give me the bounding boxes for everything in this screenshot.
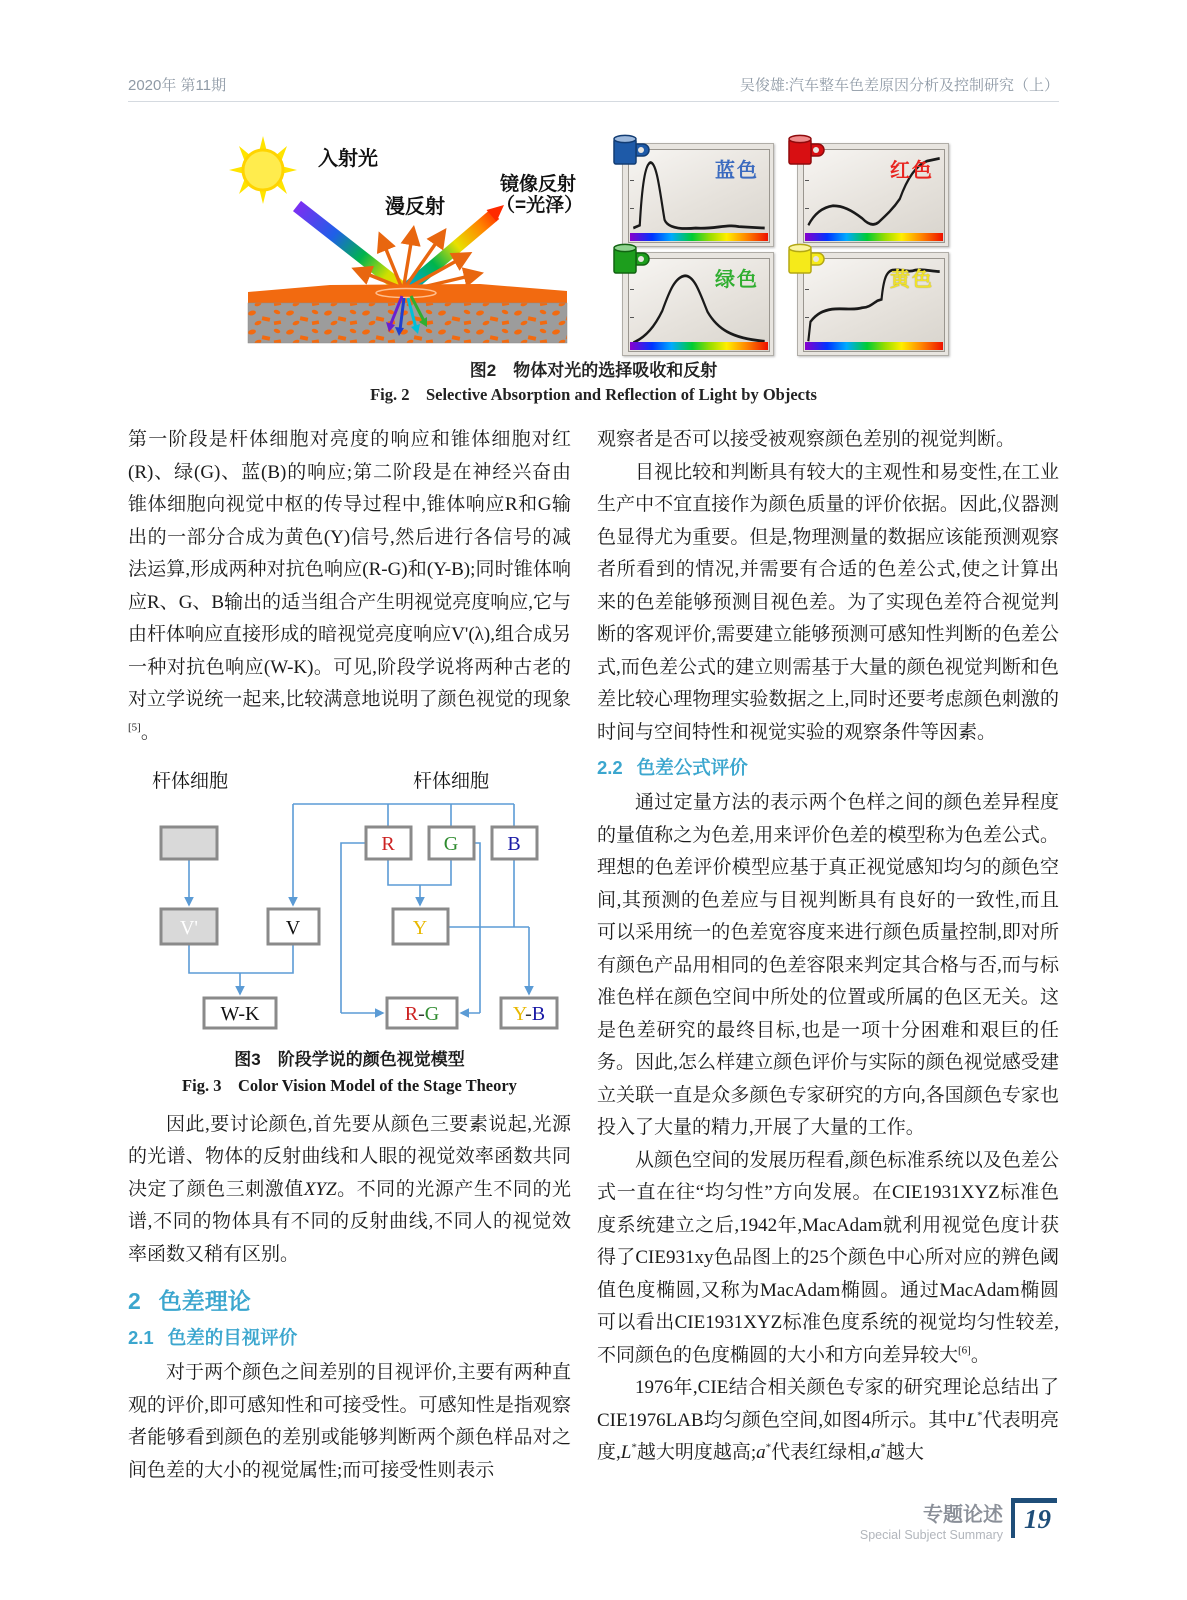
right-column <box>597 424 1059 1470</box>
subsection-title: 色差的目视评价 <box>167 1327 298 1348</box>
rainbow-axis <box>630 233 768 241</box>
subsection-number: 2.2 <box>597 757 623 778</box>
flowchart-label-rod-right: 杆体细胞 <box>412 771 490 792</box>
spectral-panel-blue <box>622 143 774 247</box>
page-number: 19 <box>1024 1504 1051 1534</box>
paragraph-text: 1976年,CIE结合相关颜色专家的研究理论总结出了CIE1976LAB均匀颜色空间,如图4所示。其中 <box>597 1377 1059 1431</box>
spectral-panel-green <box>622 252 774 356</box>
figure2-caption-cn: 图2 物体对光的选择吸收和反射 <box>469 361 718 380</box>
paragraph-text: 从颜色空间的发展历程看,颜色标准系统以及色差公式一直在往“均匀性”方向发展。在CIE1931XYZ标准色度系统建立之后,1942年,MacAdam就利用视觉色度计获得了CIE931xy色品图上的25个颜色中心所对应的辨色阈值色度椭圆,又称为MacAdam椭圆。通过MacAdam椭圆可以看出CIE1931XYZ标准色度系统的视觉均匀性较差,不同颜色的色度椭圆的大小和方向差异较大 <box>597 1149 1059 1366</box>
figure3-caption-en: Fig. 3 Color Vision Model of the Stage Theory <box>182 1075 517 1095</box>
section-title: 色差理论 <box>158 1288 251 1314</box>
box-label-v: V <box>285 917 301 939</box>
reflection-diagram <box>170 118 610 353</box>
spectral-panels <box>608 136 953 351</box>
paragraph-text: 越大 <box>885 1442 924 1463</box>
paragraph-text: 代表明亮度, <box>597 1409 1059 1463</box>
paragraph-text: 第一阶段是杆体细胞对亮度的响应和锥体细胞对红(R)、绿(G)、蓝(B)的响应;第二阶段是在神经兴奋由锥体细胞向视觉中枢的传导过程中,锥体响应R和G输出的一部分合成为黄色(Y)信号,然后进行各信号的减法运算,形成两种对抗色响应(R-G)和(Y-B);同时锥体响应R、G、B输出的适当组合产生明视觉亮度响应,它与由杆体响应直接形成的暗视觉亮度响应V'(λ),组合成另一种对抗色响应(W-K)。可见,阶段学说将两种古老的对立学说统一起来,比较满意地说明了颜色视觉的现象 <box>128 429 571 710</box>
subsection-title: 色差公式评价 <box>636 757 748 778</box>
box-label-g: G <box>443 833 459 855</box>
panel-label-green: 绿色 <box>715 269 759 291</box>
box-label-b: B <box>507 833 521 855</box>
math-var: L <box>620 1442 632 1463</box>
box-label-wk: W-K <box>220 1003 260 1025</box>
flowchart-label-rod-left: 杆体细胞 <box>151 771 229 792</box>
panel-label-red: 红色 <box>890 160 934 182</box>
label-incident: 入射光 <box>318 148 378 170</box>
citation-ref: [5] <box>128 721 141 734</box>
section-heading-2 <box>128 1287 571 1315</box>
section-number: 2 <box>128 1288 141 1314</box>
header-rule <box>128 101 1059 102</box>
math-var: a <box>756 1442 766 1463</box>
paragraph-text: 。不同的光源产生不同的光谱,不同的物体具有不同的反射曲线,不同人的视觉效率函数又稍有区别。 <box>128 1178 571 1265</box>
paragraph-text: 。 <box>970 1344 990 1366</box>
header-issue: 2020年 第11期 <box>128 77 227 94</box>
left-column <box>128 424 571 1487</box>
mug-icon-green <box>608 241 650 277</box>
paragraph-text: 越大明度越高; <box>636 1442 757 1463</box>
paragraph <box>597 1145 1059 1373</box>
panel-label-yellow: 黄色 <box>890 269 934 291</box>
rainbow-axis <box>630 342 768 350</box>
rainbow-axis <box>805 342 943 350</box>
footer-section-titles <box>860 1498 1003 1544</box>
page-number-block <box>1011 1498 1057 1538</box>
header-running-title: 吴俊雄:汽车整车色差原因分析及控制研究（上） <box>739 77 1059 94</box>
paragraph <box>128 1109 571 1272</box>
citation-ref: [6] <box>958 1344 971 1357</box>
specular-beam <box>408 214 495 288</box>
paragraph <box>128 424 571 749</box>
superscript: * <box>977 1409 983 1422</box>
flowchart-box-rod-input <box>161 827 217 859</box>
label-specular-line2: （=光泽） <box>496 195 584 216</box>
paragraph-text: 代表红绿相, <box>771 1442 871 1463</box>
paragraph: 对于两个颜色之间差别的目视评价,主要有两种直观的评价,即可感知性和可接受性。可感知性是指观察者能够看到颜色的差别或能够判断两个颜色样品对之间色差的大小的视觉属性;而可接受性则表示 <box>128 1362 571 1481</box>
figure3 <box>128 757 571 1043</box>
box-label-vprime: V' <box>179 917 199 939</box>
footer-section-cn: 专题论述 <box>923 1504 1003 1526</box>
surface <box>248 284 567 343</box>
mug-icon-red <box>783 132 825 168</box>
mug-icon-blue <box>608 132 650 168</box>
spectral-panel-yellow <box>797 252 949 356</box>
spectral-panel-red <box>797 143 949 247</box>
paragraph: 通过定量方法的表示两个色样之间的颜色差异程度的量值称之为色差,用来评价色差的模型称为色差公式。理想的色差评价模型应基于真正视觉感知均匀的颜色空间,其预测的色差应与目视判断具有良好的一致性,而且可以采用统一的色差宽容度来进行颜色质量控制,即对所有颜色产品用相同的色差容限来判定其合格与否,而与标准色样在颜色空间中所处的位置或所属的色区无关。这是色差研究的最终目标,也是一项十分困难和艰巨的任务。因此,怎么样建立颜色评价与实际的颜色视觉感受建立关联一直是众多颜色专家研究的方向,各国颜色专家也投入了大量的精力,开展了大量的工作。 <box>597 792 1059 1138</box>
superscript: * <box>880 1441 886 1454</box>
subsection-heading-2-1 <box>128 1325 571 1351</box>
math-var: L <box>966 1409 978 1431</box>
box-label-yb: Y-B <box>512 1003 546 1025</box>
math-var: XYZ <box>303 1178 337 1200</box>
math-var: a <box>870 1442 881 1463</box>
paragraph <box>597 1372 1059 1470</box>
sun-icon <box>229 136 297 204</box>
paragraph: 目视比较和判断具有较大的主观性和易变性,在工业生产中不宜直接作为颜色质量的评价依据。因此,仪器测色显得尤为重要。但是,物理测量的数据应该能预测观察者所看到的情况,并需要有合适的色差公式,使之计算出来的色差能够预测目视色差。为了实现色差符合视觉判断的客观评价,需要建立能够预测可感知性判断的色差公式,而色差公式的建立则需基于大量的颜色视觉判断和色差比较心理物理实验数据之上,同时还要考虑颜色刺激的时间与空间特性和视觉实验的观察条件等因素。 <box>597 461 1059 743</box>
panel-label-blue: 蓝色 <box>715 160 759 182</box>
figure3-caption-cn: 图3 阶段学说的颜色视觉模型 <box>234 1049 465 1069</box>
paragraph-text: 。 <box>140 721 160 743</box>
footer-section-en: Special Subject Summary <box>859 1528 1003 1542</box>
color-vision-flowchart <box>128 757 568 1031</box>
page-header <box>128 74 1059 95</box>
label-diffuse: 漫反射 <box>385 196 445 218</box>
superscript: * <box>765 1441 772 1454</box>
subsection-heading-2-2 <box>597 755 1059 781</box>
rainbow-axis <box>805 233 943 241</box>
box-label-y: Y <box>412 917 428 939</box>
box-label-rg: R-G <box>404 1003 440 1025</box>
paragraph: 观察者是否可以接受被观察颜色差别的视觉判断。 <box>597 429 1016 450</box>
subsection-number: 2.1 <box>128 1327 154 1348</box>
box-label-r: R <box>381 833 395 855</box>
label-specular-line1: 镜像反射 <box>500 174 577 195</box>
mug-icon-yellow <box>783 241 825 277</box>
superscript: * <box>631 1441 637 1454</box>
page-footer <box>860 1498 1057 1544</box>
paragraph-text: 因此,要讨论颜色,首先要从颜色三要素说起,光源的光谱、物体的反射曲线和人眼的视觉效率函数共同决定了颜色三刺激值 <box>128 1113 571 1200</box>
figure2-caption-en: Fig. 2 Selective Absorption and Reflection of Light by Objects <box>370 385 817 404</box>
